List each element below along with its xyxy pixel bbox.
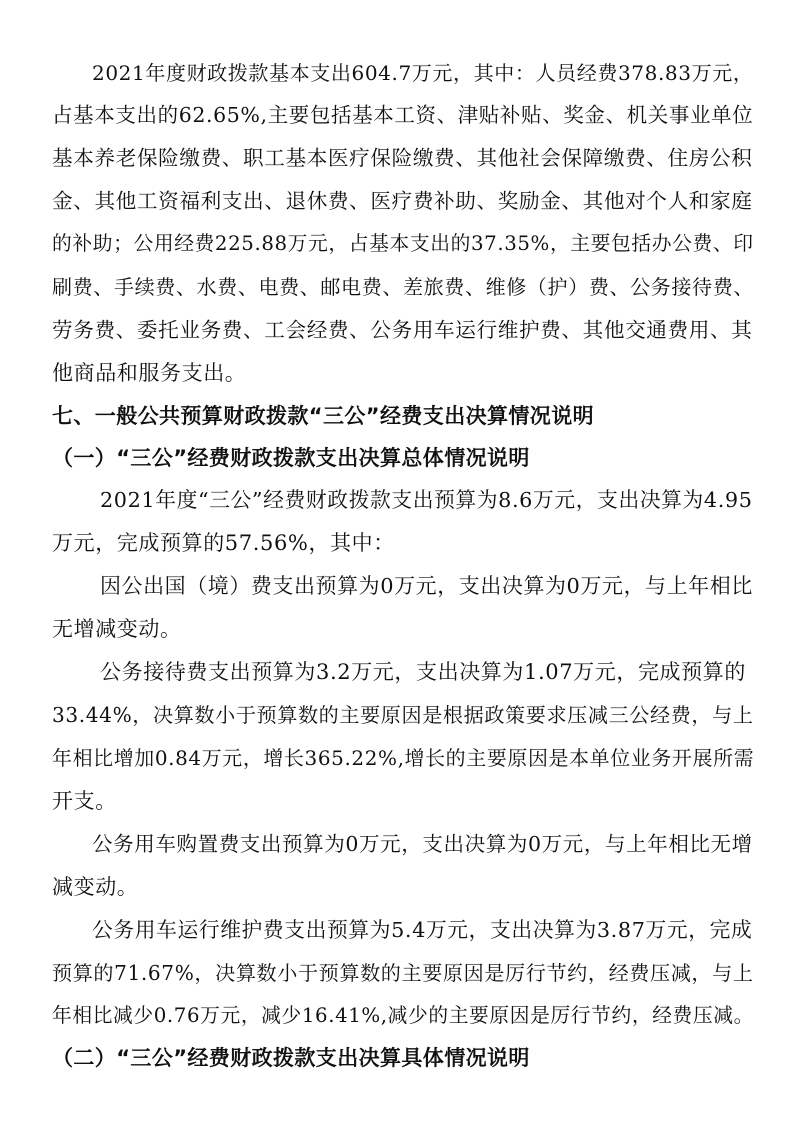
paragraph-line: 年相比减少0.76万元，减少16.41%,减少的主要原因是厉行节约，经费压减。 [52,1004,754,1027]
paragraph-line: 金、其他工资福利支出、退休费、医疗费补助、奖励金、其他对个人和家庭 [52,189,753,213]
paragraph-line: 因公出国（境）费支出预算为0万元，支出决算为0万元，与上年相比 [100,574,753,598]
paragraph-line: 占基本支出的62.65%,主要包括基本工资、津贴补贴、奖金、机关事业单位 [52,103,754,127]
paragraph-line: 33.44%，决算数小于预算数的主要原因是根据政策要求压减三公经费，与上 [52,703,754,727]
paragraph-line: 2021年度财政拨款基本支出604.7万元，其中：人员经费378.83万元， [92,61,754,85]
section-heading: 七、一般公共预算财政拨款“三公”经费支出决算情况说明 [52,404,595,428]
paragraph-line: 万元，完成预算的57.56%，其中： [52,531,395,555]
paragraph-line: 公务用车购置费支出预算为0万元，支出决算为0万元，与上年相比无增 [92,832,753,856]
paragraph-line: 公务用车运行维护费支出预算为5.4万元，支出决算为3.87万元，完成 [92,918,753,942]
subsection-heading: （一）“三公”经费财政拨款支出决算总体情况说明 [52,446,530,470]
paragraph-line: 预算的71.67%，决算数小于预算数的主要原因是厉行节约，经费压减，与上 [52,961,754,985]
paragraph-line: 2021年度“三公”经费财政拨款支出预算为8.6万元，支出决算为4.95 [100,488,753,512]
paragraph-line: 减变动。 [52,875,139,899]
paragraph-line: 基本养老保险缴费、职工基本医疗保险缴费、其他社会保障缴费、住房公积 [52,146,753,170]
paragraph-line: 无增减变动。 [52,617,182,641]
paragraph-line: 的补助；公用经费225.88万元，占基本支出的37.35%，主要包括办公费、印 [52,232,754,255]
paragraph-line: 劳务费、委托业务费、工会经费、公务用车运行维护费、其他交通费用、其 [52,318,753,342]
paragraph-line: 年相比增加0.84万元，增长365.22%,增长的主要原因是本单位业务开展所需 [52,746,755,770]
paragraph-line: 他商品和服务支出。 [52,361,247,385]
paragraph-line: 刷费、手续费、水费、电费、邮电费、差旅费、维修（护）费、公务接待费、 [52,275,754,299]
paragraph-line: 开支。 [52,789,117,813]
subsection-heading: （二）“三公”经费财政拨款支出决算具体情况说明 [52,1046,530,1070]
paragraph-line: 公务接待费支出预算为3.2万元，支出决算为1.07万元，完成预算的 [100,660,746,684]
